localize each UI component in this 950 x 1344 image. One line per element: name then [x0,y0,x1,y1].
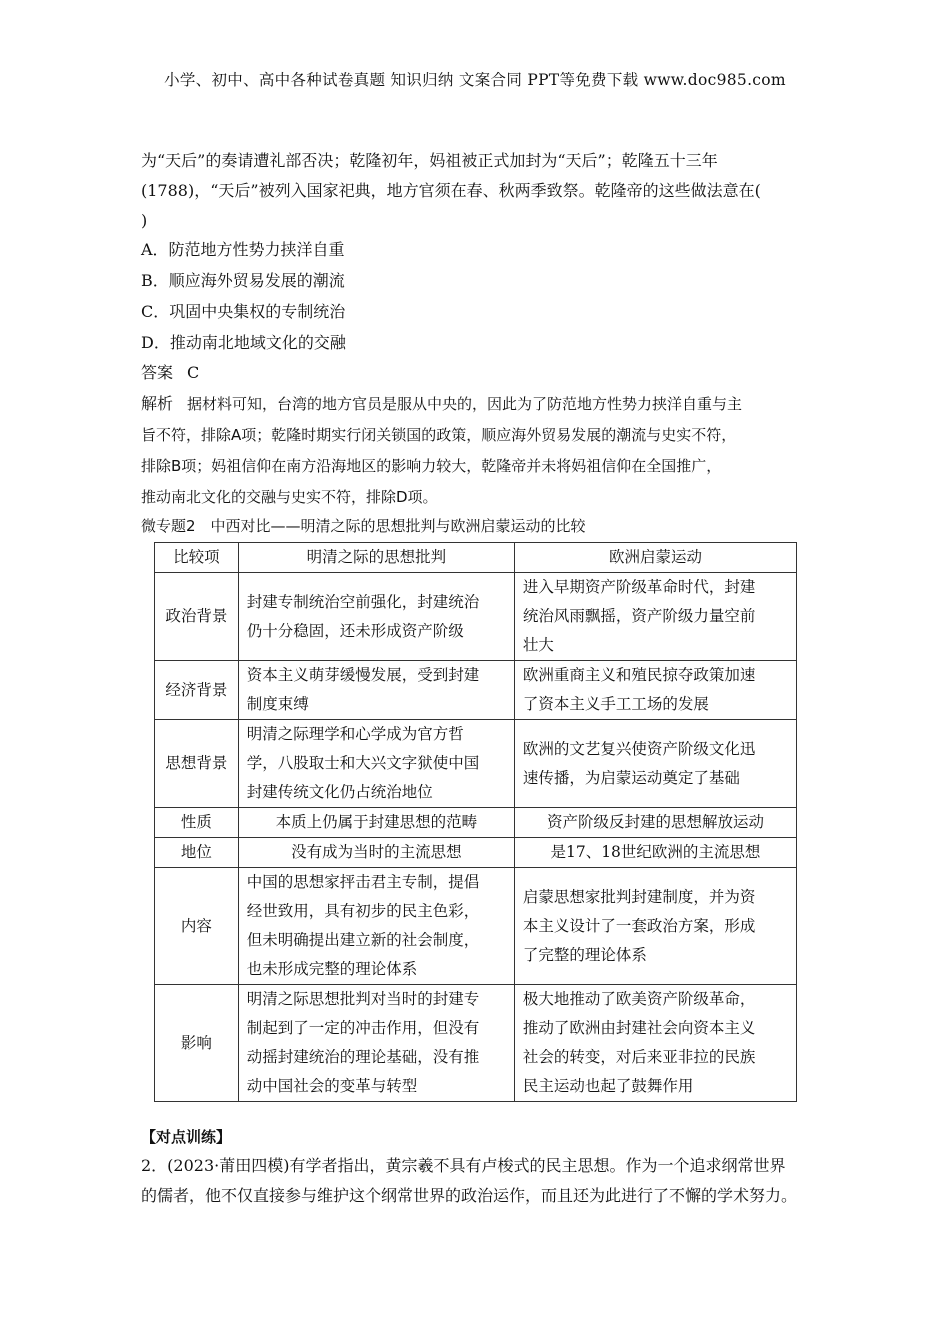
europe-cell: 启蒙思想家批判封建制度，并为资 本主义设计了一套政治方案，形成 了完整的理论体系 [514,868,796,985]
analysis-text: 排除B项；妈祖信仰在南方沿海地区的影响力较大，乾隆帝并未将妈祖信仰在全国推广， [141,457,722,475]
europe-cell: 欧洲重商主义和殖民掠夺政策加速 了资本主义手工工场的发展 [514,661,796,720]
analysis-text: 旨不符，排除A项；乾隆时期实行闭关锁国的政策，顺应海外贸易发展的潮流与史实不符， [141,426,737,444]
option-d: D．推动南北地域文化的交融 [141,333,346,352]
table-row [155,720,797,808]
ming-cell: 明清之际思想批判对当时的封建专 制起到了一定的冲击作用，但没有 动摇封建统治的理论基础，没有推 动中国社会的变革与转型 [238,985,514,1102]
ming-cell: 封建专制统治空前强化，封建统治 仍十分稳固，还未形成资产阶级 [238,573,514,661]
row-item: 性质 [155,808,239,838]
question-2-line: 2．(2023·莆田四模)有学者指出，黄宗羲不具有卢梭式的民主思想。作为一个追求纲常世界 [141,1156,786,1175]
stem-line: 为“天后”的奏请遭礼部否决；乾隆初年，妈祖被正式加封为“天后”；乾隆五十三年 [141,151,718,170]
table-row [155,808,797,838]
table-row [155,868,797,985]
row-item: 地位 [155,838,239,868]
analysis-block [141,388,823,513]
ming-cell: 本质上仍属于封建思想的范畴 [238,808,514,838]
row-item: 内容 [155,868,239,985]
answer-label: 答案 [141,363,174,382]
europe-cell: 资产阶级反封建的思想解放运动 [514,808,796,838]
question-1-stem [141,146,823,236]
ming-cell: 中国的思想家抨击君主专制，提倡 经世致用，具有初步的民主色彩， 但未明确提出建立新的社会制度， 也未形成完整的理论体系 [238,868,514,985]
table-header: 欧洲启蒙运动 [514,543,796,573]
table-row [155,573,797,661]
europe-cell: 是17、18世纪欧洲的主流思想 [514,838,796,868]
comparison-table [154,542,797,1102]
question-2 [141,1151,823,1211]
question-2-line: 的儒者，他不仅直接参与维护这个纲常世界的政治运作，而且还为此进行了不懈的学术努力。 [141,1186,798,1205]
option-a: A．防范地方性势力挟洋自重 [141,240,345,259]
table-header-row [155,543,797,573]
row-item: 思想背景 [155,720,239,808]
europe-cell: 进入早期资产阶级革命时代，封建 统治风雨飘摇，资产阶级力量空前 壮大 [514,573,796,661]
analysis-text: 推动南北文化的交融与史实不符，排除D项。 [141,488,438,506]
ming-cell: 没有成为当时的主流思想 [238,838,514,868]
ming-cell: 资本主义萌芽缓慢发展，受到封建 制度束缚 [238,661,514,720]
option-c: C．巩固中央集权的专制统治 [141,302,346,321]
stem-line: ) [141,211,148,230]
training-section [141,1125,823,1149]
table-row [155,661,797,720]
training-tag: 【对点训练】 [141,1128,232,1146]
table-row [155,838,797,868]
subtopic-title-text: 微专题2 中西对比——明清之际的思想批判与欧洲启蒙运动的比较 [141,517,586,535]
row-item: 政治背景 [155,573,239,661]
option-b: B．顺应海外贸易发展的潮流 [141,271,345,290]
analysis-text: 据材料可知，台湾的地方官员是服从中央的，因此为了防范地方性势力挟洋自重与主 [187,395,743,413]
row-item: 经济背景 [155,661,239,720]
answer-line [141,358,823,388]
row-item: 影响 [155,985,239,1102]
analysis-label: 解析 [141,394,174,413]
subtopic-title [141,511,823,541]
table-header: 比较项 [155,543,239,573]
table-row [155,985,797,1102]
stem-line: (1788)，“天后”被列入国家祀典，地方官须在春、秋两季致祭。乾隆帝的这些做法意在( [141,181,761,200]
europe-cell: 欧洲的文艺复兴使资产阶级文化迅 速传播，为启蒙运动奠定了基础 [514,720,796,808]
question-1-options [141,234,823,358]
table-header: 明清之际的思想批判 [238,543,514,573]
answer-value: C [187,363,200,382]
page-header: 小学、初中、高中各种试卷真题 知识归纳 文案合同 PPT等免费下载 www.doc985.com [164,71,786,89]
europe-cell: 极大地推动了欧美资产阶级革命， 推动了欧洲由封建社会向资本主义 社会的转变，对后来亚非拉的民族 民主运动也起了鼓舞作用 [514,985,796,1102]
ming-cell: 明清之际理学和心学成为官方哲 学，八股取士和大兴文字狱使中国 封建传统文化仍占统治地位 [238,720,514,808]
